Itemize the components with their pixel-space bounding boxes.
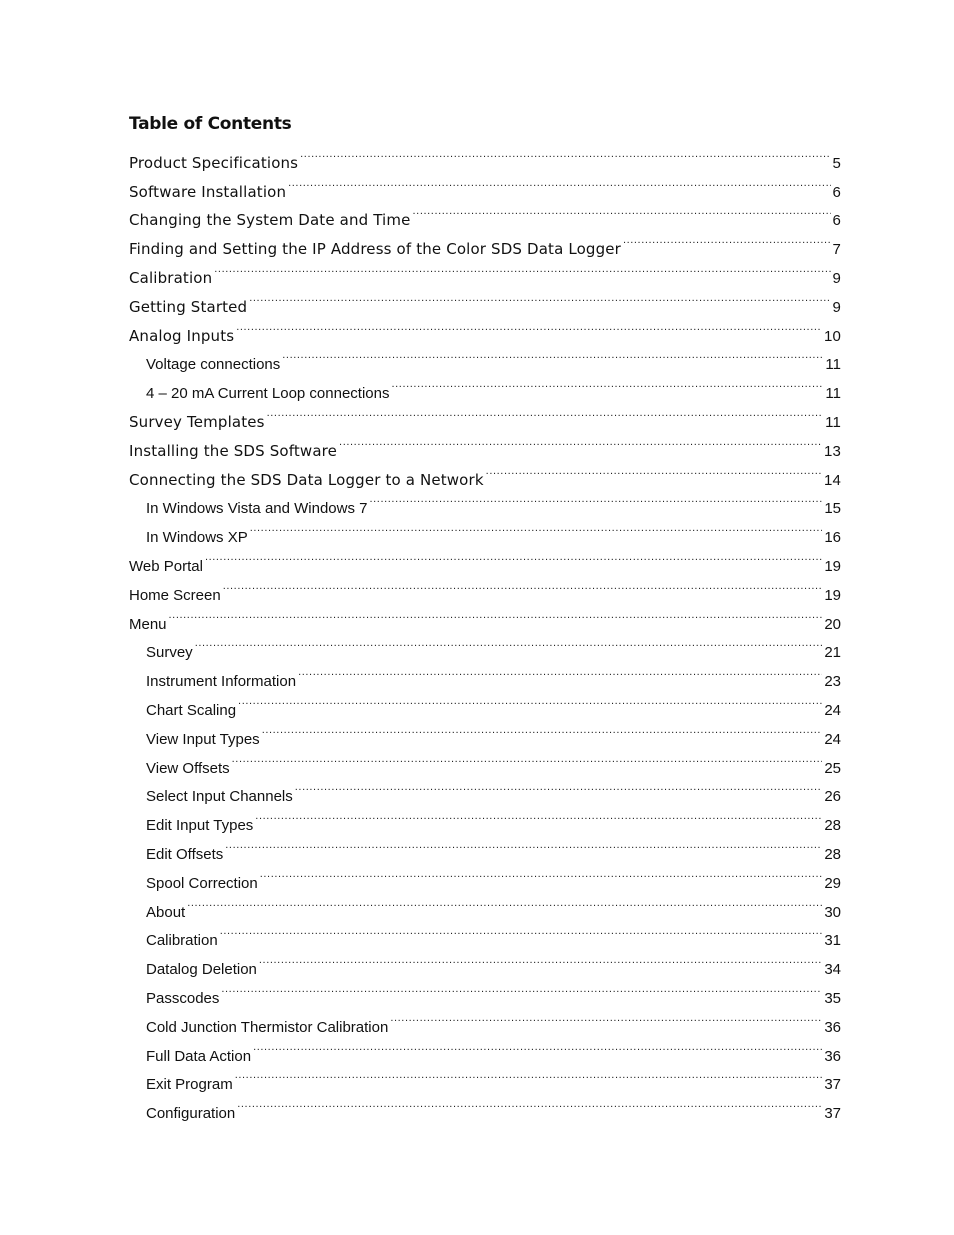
toc-entry[interactable] <box>129 917 841 950</box>
toc-entry-page-number: 9 <box>832 269 841 287</box>
toc-title: Table of Contents <box>129 114 292 134</box>
dot-leader <box>262 715 823 744</box>
toc-entry-page-number: 6 <box>832 212 841 230</box>
toc-entry-page-number: 30 <box>824 903 841 921</box>
dot-leader <box>288 168 830 197</box>
toc-entry-page-number: 26 <box>824 788 841 806</box>
toc-entry-label: Software Installation <box>129 182 287 201</box>
toc-entry[interactable] <box>129 283 841 316</box>
toc-entry-page-number: 23 <box>824 673 841 691</box>
toc-entry[interactable] <box>129 945 841 979</box>
toc-entry[interactable] <box>129 1061 841 1094</box>
toc-entry-label: Passcodes <box>146 989 220 1007</box>
toc-entry-label: Calibration <box>146 932 218 950</box>
dot-leader <box>235 1061 823 1090</box>
dot-leader <box>214 254 830 283</box>
dot-leader <box>223 571 823 600</box>
toc-entry-page-number: 36 <box>824 1047 841 1065</box>
toc-entry[interactable] <box>129 600 841 633</box>
toc-entry-page-number: 28 <box>824 845 841 863</box>
toc-entry-page-number: 16 <box>824 529 841 547</box>
toc-entry[interactable] <box>129 657 841 691</box>
toc-entry-page-number: 19 <box>824 586 841 604</box>
toc-entry[interactable] <box>129 139 841 172</box>
toc-entry-page-number: 10 <box>824 327 841 345</box>
toc-entry-page-number: 11 <box>825 356 841 374</box>
toc-entry-label: In Windows XP <box>146 529 248 547</box>
dot-leader <box>220 917 823 946</box>
dot-leader <box>225 830 822 859</box>
toc-entry-label: Installing the SDS Software <box>129 441 338 460</box>
toc-entry-label: Full Data Action <box>146 1047 252 1065</box>
toc-entry-page-number: 28 <box>824 817 841 835</box>
toc-entry-label: Exit Program <box>146 1076 233 1094</box>
toc-entry-label: 4 – 20 mA Current Loop connections <box>146 385 390 403</box>
toc-entry-label: In Windows Vista and Windows 7 <box>146 500 368 518</box>
toc-entry[interactable] <box>129 629 841 662</box>
toc-entry-label: Getting Started <box>129 297 248 316</box>
dot-leader <box>282 341 823 370</box>
toc-entry[interactable] <box>129 542 841 575</box>
toc-entry-label: Finding and Setting the IP Address of the Color SDS Data Logger <box>129 240 621 259</box>
toc-entry[interactable] <box>129 254 841 287</box>
toc-entry[interactable] <box>129 312 841 345</box>
dot-leader <box>253 1032 822 1061</box>
dot-leader <box>486 456 822 485</box>
toc-entry-page-number: 13 <box>824 442 841 460</box>
dot-leader <box>205 542 822 571</box>
table-of-contents <box>129 110 841 1123</box>
toc-entry-label: Analog Inputs <box>129 326 235 345</box>
dot-leader <box>187 888 822 917</box>
toc-entry-label: Changing the System Date and Time <box>129 211 411 230</box>
toc-entry[interactable] <box>129 1003 841 1036</box>
dot-leader <box>390 1003 822 1032</box>
toc-entry-label: Connecting the SDS Data Logger to a Network <box>129 470 484 489</box>
toc-entry-label: Web Portal <box>129 557 203 575</box>
toc-entry[interactable] <box>129 974 841 1007</box>
dot-leader <box>298 657 822 686</box>
toc-entry-label: Calibration <box>129 268 213 287</box>
toc-entry-page-number: 24 <box>824 730 841 748</box>
dot-leader <box>623 225 831 254</box>
toc-entry-page-number: 31 <box>824 932 841 950</box>
toc-entry-page-number: 37 <box>824 1105 841 1123</box>
toc-entry[interactable] <box>129 341 841 374</box>
dot-leader <box>237 1089 822 1118</box>
dot-leader <box>295 773 823 802</box>
toc-entry-page-number: 14 <box>824 471 841 489</box>
toc-entry-page-number: 7 <box>832 241 841 259</box>
dot-leader <box>221 974 822 1003</box>
toc-entry-page-number: 29 <box>824 874 841 892</box>
toc-entry[interactable] <box>129 773 841 806</box>
toc-entry-page-number: 5 <box>832 154 841 172</box>
toc-entry-page-number: 9 <box>832 298 841 316</box>
toc-entry-page-number: 11 <box>825 385 841 403</box>
toc-entry[interactable] <box>129 744 841 777</box>
toc-entry-page-number: 37 <box>824 1076 841 1094</box>
toc-entry[interactable] <box>129 830 841 863</box>
toc-entry-label: Menu <box>129 615 167 633</box>
dot-leader <box>413 197 831 226</box>
toc-entry-label: View Input Types <box>146 730 260 748</box>
dot-leader <box>232 744 823 773</box>
toc-entry-label: Cold Junction Thermistor Calibration <box>146 1018 389 1036</box>
dot-leader <box>339 427 822 456</box>
toc-entry-page-number: 15 <box>824 500 841 518</box>
toc-entry-page-number: 11 <box>825 413 841 431</box>
dot-leader <box>255 801 822 830</box>
toc-entry-page-number: 6 <box>832 183 841 201</box>
toc-entry-page-number: 19 <box>824 557 841 575</box>
toc-entry-label: Chart Scaling <box>146 701 237 719</box>
toc-entry-label: About <box>146 903 186 921</box>
toc-entry[interactable] <box>129 859 841 892</box>
dot-leader <box>267 398 824 427</box>
toc-entry-label: Datalog Deletion <box>146 961 257 979</box>
dot-leader <box>169 600 823 629</box>
toc-list <box>129 139 841 1123</box>
toc-entry-label: Home Screen <box>129 586 221 604</box>
dot-leader <box>195 629 823 658</box>
dot-leader <box>259 945 822 974</box>
toc-entry-page-number: 25 <box>824 759 841 777</box>
toc-entry-label: Edit Offsets <box>146 845 224 863</box>
toc-entry-page-number: 24 <box>824 701 841 719</box>
dot-leader <box>260 859 823 888</box>
toc-entry-page-number: 34 <box>824 961 841 979</box>
toc-entry-label: View Offsets <box>146 759 230 777</box>
toc-entry-label: Voltage connections <box>146 356 281 374</box>
toc-entry-page-number: 21 <box>824 644 841 662</box>
dot-leader <box>300 139 830 168</box>
dot-leader <box>250 513 823 542</box>
toc-entry[interactable] <box>129 571 841 604</box>
toc-entry-label: Product Specifications <box>129 153 299 172</box>
toc-entry-page-number: 20 <box>824 615 841 633</box>
dot-leader <box>236 312 822 341</box>
toc-entry-label: Configuration <box>146 1105 236 1123</box>
toc-entry-label: Select Input Channels <box>146 788 293 806</box>
dot-leader <box>392 369 824 398</box>
toc-entry[interactable] <box>129 1089 841 1123</box>
toc-entry-label: Edit Input Types <box>146 817 254 835</box>
toc-entry[interactable] <box>129 888 841 921</box>
toc-entry-label: Spool Correction <box>146 874 258 892</box>
toc-entry-label: Survey Templates <box>129 412 265 431</box>
toc-entry-page-number: 36 <box>824 1018 841 1036</box>
dot-leader <box>370 485 823 514</box>
dot-leader <box>249 283 830 312</box>
toc-entry-label: Survey <box>146 644 193 662</box>
dot-leader <box>238 686 822 715</box>
toc-entry-page-number: 35 <box>824 989 841 1007</box>
toc-entry-label: Instrument Information <box>146 673 297 691</box>
